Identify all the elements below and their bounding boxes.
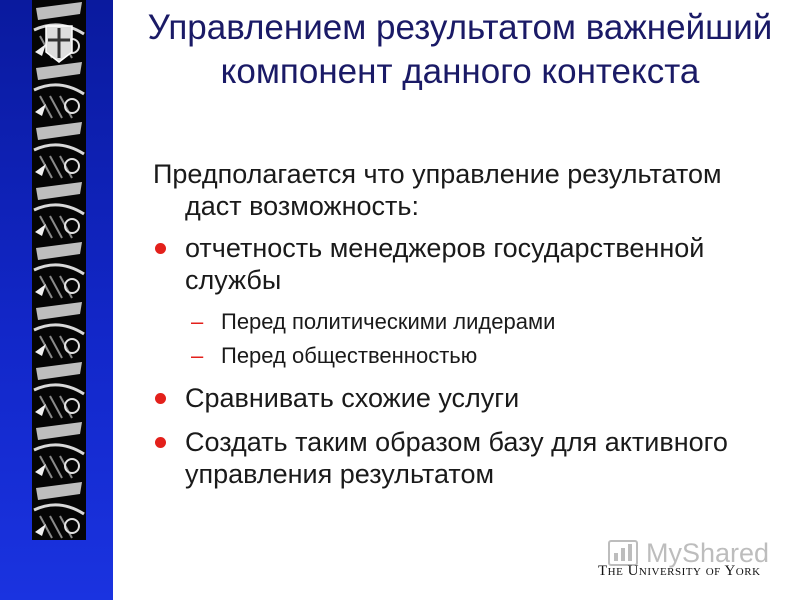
watermark-text: MyShared [646, 538, 770, 568]
slide-content [153, 158, 773, 502]
bullet-text: Сравнивать схожие услуги [185, 383, 520, 413]
sub-list [185, 308, 773, 370]
bullet-dot-icon [155, 243, 166, 254]
sidebar-decoration [0, 0, 113, 600]
bullet-text: Создать таким образом базу для активного управления результатом [185, 427, 728, 489]
bullet-dot-icon [155, 437, 166, 448]
bullet-text: отчетность менеджеров государственной службы [185, 233, 705, 295]
decorative-image-strip [32, 0, 86, 540]
decorative-pattern [32, 0, 86, 540]
dash-icon: – [191, 309, 204, 334]
dash-icon: – [191, 343, 204, 368]
sub-item-public [185, 342, 773, 370]
slide-title: Управлением результатом важнейший компонент данного контекста [147, 8, 773, 91]
sub-item-text: Перед общественностью [221, 343, 478, 368]
bullet-item-accountability [153, 232, 773, 370]
lead-text: Предполагается что управление результатом даст возможность: [153, 159, 722, 221]
bullet-item-compare-services [153, 382, 773, 414]
footer-text: The University of York [598, 563, 761, 579]
sub-item-political-leaders [185, 308, 773, 336]
bullet-item-create-base [153, 426, 773, 490]
footer-university [598, 563, 798, 580]
bullet-list [153, 232, 773, 490]
bullet-dot-icon [155, 393, 166, 404]
sub-item-text: Перед политическими лидерами [221, 309, 556, 334]
